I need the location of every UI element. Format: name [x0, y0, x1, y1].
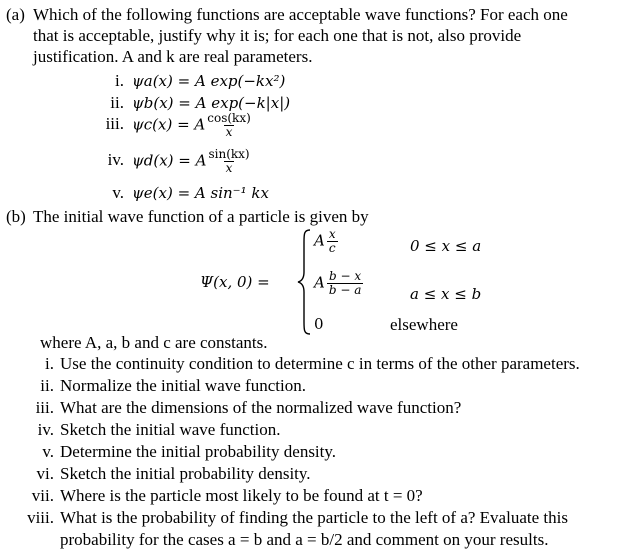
- question-number: ii.: [40, 376, 54, 395]
- where-clause: where A, a, b and c are constants.: [40, 333, 268, 352]
- question-viii: [0, 507, 568, 528]
- denominator: x: [225, 161, 233, 175]
- case-3-condition: elsewhere: [390, 315, 458, 334]
- question-text: Normalize the initial wave function.: [60, 376, 306, 395]
- question-number: vi.: [36, 464, 54, 483]
- item-number: iii.: [105, 114, 124, 134]
- question-viii-continued: [0, 529, 548, 550]
- item-lhs: ψc(x) = A: [132, 115, 206, 134]
- part-b-intro: The initial wave function of a particle is given by: [33, 207, 369, 226]
- fraction: [208, 148, 249, 175]
- item-expression: ψe(x) = A sin⁻¹ kx: [132, 184, 269, 202]
- part-a-item-iv: [80, 148, 250, 175]
- psi-lhs: Ψ(x, 0) =: [200, 273, 270, 291]
- part-a-item-i: [80, 70, 285, 92]
- question-i: [0, 353, 580, 374]
- denominator: b − a: [328, 283, 362, 297]
- question-iv: [0, 419, 280, 440]
- question-number: iv.: [37, 420, 54, 439]
- question-text: Use the continuity condition to determine c in terms of the other parameters.: [60, 354, 580, 373]
- left-brace-icon: [296, 228, 312, 336]
- case-3-expression: 0: [314, 315, 324, 333]
- question-ii: [0, 375, 306, 396]
- item-number: i.: [115, 71, 124, 90]
- part-a-label: (a): [6, 5, 25, 24]
- question-iii: [0, 397, 461, 418]
- question-text: Sketch the initial probability density.: [60, 464, 311, 483]
- part-a-item-v: [80, 182, 269, 204]
- denominator: x: [225, 125, 233, 139]
- question-number: viii.: [27, 508, 54, 527]
- item-expression: ψb(x) = A exp(−k|x|): [132, 94, 291, 112]
- part-a-intro-line2: that is acceptable, justify why it is; for each one that is not, also provide: [33, 26, 522, 45]
- question-text: Sketch the initial wave function.: [60, 420, 281, 439]
- case-2-expression: [314, 270, 363, 297]
- fraction: [207, 112, 251, 139]
- item-number: ii.: [110, 93, 124, 112]
- part-a-item-iii: [80, 112, 251, 139]
- item-number: iv.: [107, 150, 124, 170]
- numerator: x: [328, 227, 336, 241]
- case-1-expression: [314, 228, 338, 255]
- question-text: probability for the cases a = b and a = b/2 and comment on your results.: [60, 530, 549, 549]
- part-a-intro-line3: justification. A and k are real parameters.: [33, 47, 313, 66]
- fraction: [327, 228, 338, 255]
- numerator: cos(kx): [207, 111, 251, 125]
- case-prefix: A: [314, 231, 325, 250]
- question-text: What is the probability of finding the particle to the left of a? Evaluate this: [60, 508, 568, 527]
- question-number: iii.: [35, 398, 54, 417]
- case-prefix: A: [314, 273, 325, 292]
- item-lhs: ψd(x) = A: [132, 151, 207, 170]
- case-2-condition: a ≤ x ≤ b: [410, 285, 482, 303]
- question-number: vii.: [31, 486, 54, 505]
- question-text: Determine the initial probability density.: [60, 442, 337, 461]
- fraction: [327, 270, 364, 297]
- question-text: What are the dimensions of the normalized wave function?: [60, 398, 462, 417]
- question-number: v.: [42, 442, 54, 461]
- numerator: sin(kx): [208, 147, 250, 161]
- item-expression: ψa(x) = A exp(−kx²): [132, 72, 286, 90]
- denominator: c: [328, 241, 336, 255]
- case-1-condition: 0 ≤ x ≤ a: [410, 237, 482, 255]
- part-b-label: (b): [6, 207, 26, 226]
- part-a-item-ii: [80, 92, 290, 114]
- part-a-intro-line1: Which of the following functions are acceptable wave functions? For each one: [33, 5, 568, 24]
- question-vi: [0, 463, 311, 484]
- question-vii: [0, 485, 423, 506]
- question-text: Where is the particle most likely to be found at t = 0?: [60, 486, 423, 505]
- question-v: [0, 441, 336, 462]
- question-number: i.: [45, 354, 54, 373]
- item-number: v.: [112, 183, 124, 202]
- numerator: b − x: [329, 269, 362, 283]
